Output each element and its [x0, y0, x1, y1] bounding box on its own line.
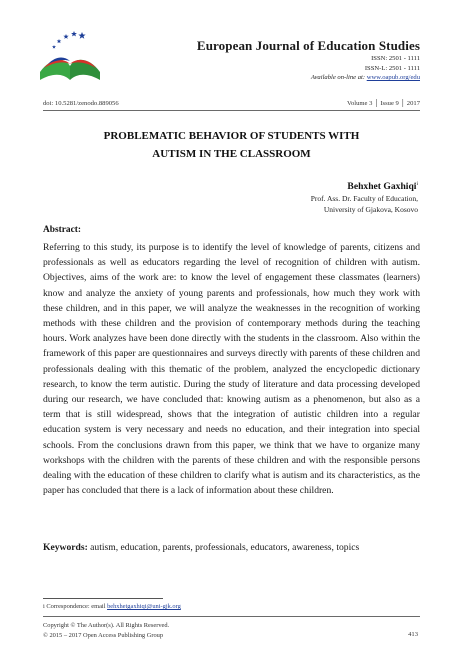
doi: doi: 10.5281/zenodo.889056 — [43, 100, 119, 107]
footnote-prefix: i Correspondence: email — [43, 603, 108, 610]
footnote — [43, 603, 181, 610]
author-affiliation-line2: University of Gjakova, Kosovo — [323, 205, 418, 215]
header-divider — [43, 110, 420, 111]
meta-row — [43, 100, 420, 107]
available-online — [197, 73, 420, 83]
volume-issue: Volume 3 │ Issue 9 │ 2017 — [347, 100, 420, 107]
copyright-block — [43, 621, 169, 640]
footnote-divider — [43, 598, 163, 599]
abstract-heading: Abstract: — [43, 225, 82, 235]
author-footnote-marker: i — [416, 181, 418, 187]
paper-title-line2: AUTISM IN THE CLASSROOM — [152, 148, 311, 160]
keywords — [43, 542, 420, 553]
issn-l: ISSN-L: 2501 - 1111 — [364, 64, 420, 72]
footer-divider — [43, 616, 420, 617]
author-name-text: Behxhet Gaxhiqi — [347, 181, 417, 193]
journal-title: European Journal of Education Studies — [196, 38, 420, 53]
author-block — [311, 178, 418, 215]
journal-url-link[interactable]: www.oapub.org/edu — [366, 74, 420, 81]
copyright-line1: Copyright © The Author(s). All Rights Reserved. — [43, 622, 170, 629]
copyright-line2: © 2015 – 2017 Open Access Publishing Group — [43, 631, 164, 639]
paper-title — [43, 127, 420, 163]
available-prefix: Available on-line at: — [310, 74, 367, 81]
abstract-body: Referring to this study, its purpose is to identify the level of knowledge of parents, citizens and professionals as well as educators regarding the level of recognition of children with autism. Objectives, aims of the work are: to know the level of engagement these classmates (learners) know and analyze the anxiety of young parents and professionals, how much they work with these children, and in this paper, we will analyze the weaknesses in the recognition of working methods with these children and the provision of contemporary methods during the teaching hours. Work analyzes have been done directly with the students in the classroom. Also within the framework of this paper are questionnaires and surveys directly with parents of these children and professionals dealing with this thematic of the problem, analyzed the encyclopedic dictionary research, to know the term autistic. During the study of literature and data processing developed during our research, we have concluded that: knowing autism as a phenomenon, but also as a term that is still widespread, shows that the integration of autistic children into a regular education system is very necessary and needs no education, and their integration into special schools. From the conclusions drawn from this paper, we think that we have to organize many workshops with the children with the parents of these children and with the responsible persons dealing with the education of these children to clarify what is autism and its characteristics, as the paper has concluded that there is a lack of information about these children. — [43, 242, 420, 497]
journal-logo — [30, 28, 108, 84]
issn-print: ISSN: 2501 - 1111 — [371, 55, 420, 62]
journal-header — [197, 38, 420, 83]
author-name — [311, 178, 418, 193]
author-affiliation-line1: Prof. Ass. Dr. Faculty of Education, — [310, 194, 418, 204]
paper-title-line1: PROBLEMATIC BEHAVIOR OF STUDENTS WITH — [103, 130, 360, 142]
keywords-label: Keywords: — [43, 542, 88, 553]
page-number: 413 — [408, 631, 418, 638]
correspondence-email-link[interactable]: behxhetgaxhiqi@uni-gjk.org — [107, 603, 181, 610]
keywords-text: autism, education, parents, professionals, educators, awareness, topics — [87, 542, 360, 553]
